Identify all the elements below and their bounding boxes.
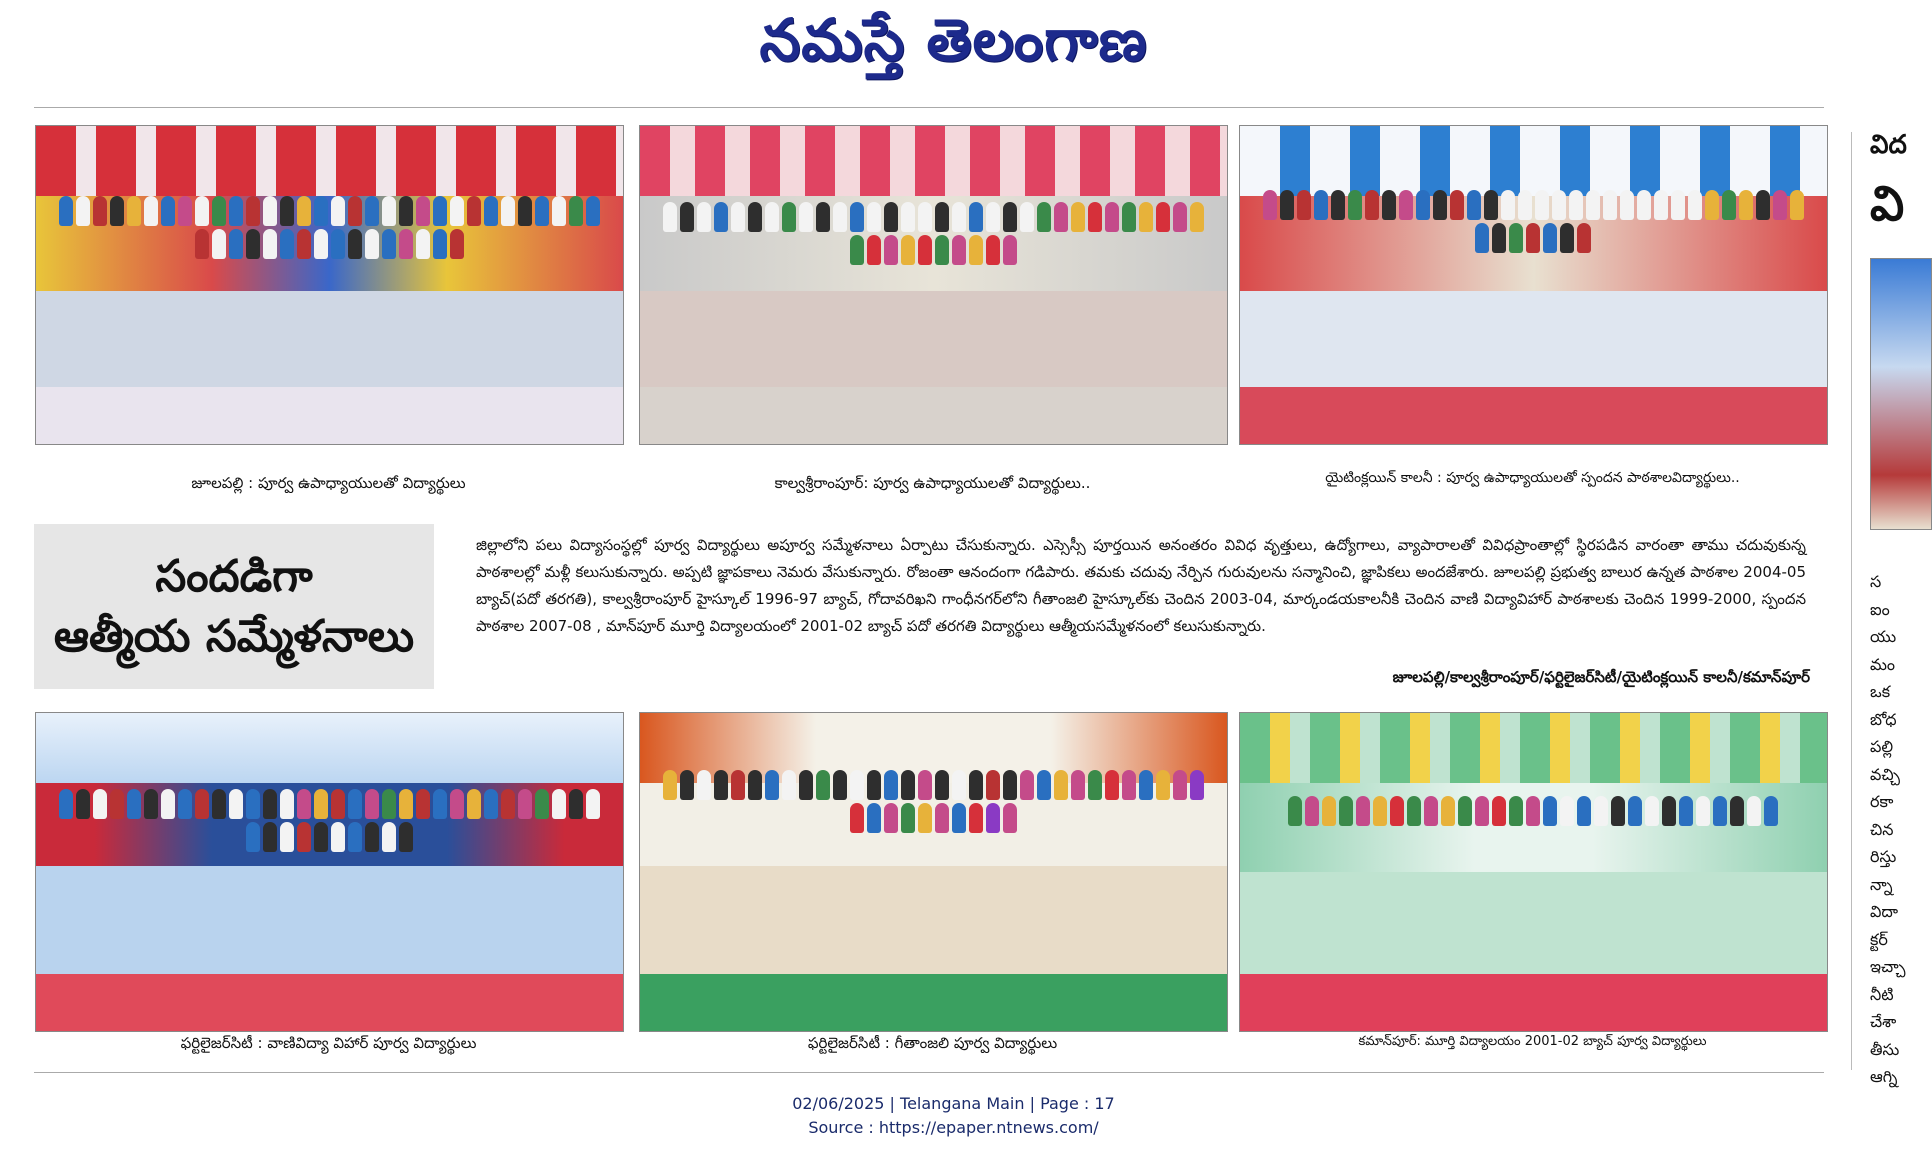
footer-divider [34,1072,1824,1073]
adjacent-text-line: స [1870,572,1882,591]
adjacent-text-line: ఆగ్ని [1870,1067,1898,1086]
adjacent-text-line: విదా [1870,902,1899,921]
source-link[interactable]: Source : https://epaper.ntnews.com/ [808,1118,1099,1137]
photo-caption: ఫర్టిలైజర్‌సిటీ : గీతాంజలి పూర్వ విద్యార్థులు [807,1034,1058,1052]
headline-box [34,524,434,689]
group-people [1258,796,1810,826]
adjacent-heading-large: వి [1870,176,1905,232]
photo-yaitinclin-colony [1239,125,1828,445]
article-body: జిల్లాలోని పలు విద్యాసంస్థల్లో పూర్వ విద్యార్థులు అపూర్వ సమ్మేళనాలు ఏర్పాటు చేసుకున్నారు. ఎస్సెస్సీ పూర్తయిన అనంతరం వివిధ వృత్తులు, ఉద్యోగాలు, వ్యాపారాలతో వివిధప్రాంతాల్లో స్థిరపడిన వారంతా తాము చదువుకున్న పాఠశాలల్లో మళ్లీ కలుసుకున్నారు. అప్పటి జ్ఞాపకాలు నెమరు వేసుకున్నారు. రోజంతా ఆనందంగా గడిపారు. తమకు చదువు నేర్పిన గురువులను సన్మానించి, జ్ఞాపికలు అందజేశారు. జూలపల్లి ప్రభుత్వ బాలుర ఉన్నత పాఠశాల 2004-05 బ్యాచ్(పదో తరగతి), కాల్వశ్రీరాంపూర్ హైస్కూల్ 1996-97 బ్యాచ్, గోదావరిఖని గాంధీనగర్‌లోని గీతాంజలి హైస్కూల్‌కు చెందిన 2003-04, మార్కండయకాలనీకి చెందిన వాణి విద్యావిహార్ పాఠశాలకు చెందిన 1999-2000, స్పందన పాఠశాల 2007-08 , మాన్‌పూర్ మూర్తి విద్యాలయంలో 2001-02 బ్యాచ్ పదో తరగతి విద్యార్థులు ఆత్మీయసమ్మేళనంలో కలుసుకున్నారు. [476,536,1806,635]
photo-caption: కాల్వశ్రీరాంపూర్: పూర్వ ఉపాధ్యాయులతో విద్యార్థులు.. [774,474,1091,492]
adjacent-photo [1870,258,1932,530]
group-people [658,770,1210,833]
adjacent-text-line: రకా [1870,792,1894,811]
footer [0,1092,1907,1140]
adjacent-text-line: మం [1870,654,1896,674]
edition-info: 02/06/2025 | Telangana Main | Page : 17 [792,1094,1115,1113]
adjacent-text-line: బోధ [1870,709,1897,729]
newspaper-logo: నమస్తే తెలంగాణ [759,6,1148,74]
photo-caption: ఫర్టిలైజర్‌సిటీ : వాణివిద్యా విహార్ పూర్వ విద్యార్థులు [180,1034,477,1052]
adjacent-text-line: యు [1870,627,1897,646]
photo-julapalli [35,125,624,445]
adjacent-text-line: వచ్చి [1870,764,1901,784]
adjacent-text-line: న్నా [1870,874,1893,894]
adjacent-text-line: పల్లి [1870,737,1894,756]
masthead [0,0,1907,90]
adjacent-column [1870,130,1907,1086]
headline-line-1: సందడిగా [155,551,313,603]
adjacent-text-line: చేశా [1870,1012,1897,1031]
adjacent-text-line: నీటి [1870,984,1894,1004]
group-people [1258,190,1810,253]
photo-murthy-vidyalayam [1239,712,1828,1032]
group-people [54,196,606,259]
photo-vani-vidya-vihar [35,712,624,1032]
adjacent-text-line: రిస్తు [1870,847,1897,866]
adjacent-text-line: ఐం [1870,599,1890,619]
adjacent-text-line: ఒక [1870,682,1891,701]
photo-kalvasriram-pur [639,125,1228,445]
adjacent-text-line: ఇచ్చా [1870,957,1906,976]
adjacent-text-line: క్టర్ [1870,929,1888,949]
column-divider [1851,132,1852,1070]
photo-caption: జూలపల్లి : పూర్వ ఉపాధ్యాయులతో విద్యార్థులు [191,474,466,492]
adjacent-text [1870,568,1907,1091]
photo-caption: కమాన్‌పూర్: మూర్తి విద్యాలయం 2001-02 బ్యాచ్ పూర్వ విద్యార్థులు [1358,1034,1707,1049]
photo-caption: యైటింక్లయిన్ కాలనీ : పూర్వ ఉపాధ్యాయులతో స్పందన పాఠశాలవిద్యార్థులు.. [1325,470,1740,486]
group-people [54,789,606,852]
group-people [658,202,1210,265]
adjacent-text-line: చిన [1870,819,1894,839]
headline-line-2: ఆత్మీయ సమ్మేళనాలు [53,610,415,662]
adjacent-heading-small: విద [1870,130,1907,160]
photo-geetanjali [639,712,1228,1032]
masthead-divider [34,107,1824,108]
article-dateline: జూలపల్లి/కాల్వశ్రీరాంపూర్/ఫర్టిలైజర్‌సిటీ/యైటింక్లయిన్ కాలనీ/కమాన్‌పూర్ [1392,668,1810,686]
adjacent-text-line: తీసు [1870,1039,1900,1059]
